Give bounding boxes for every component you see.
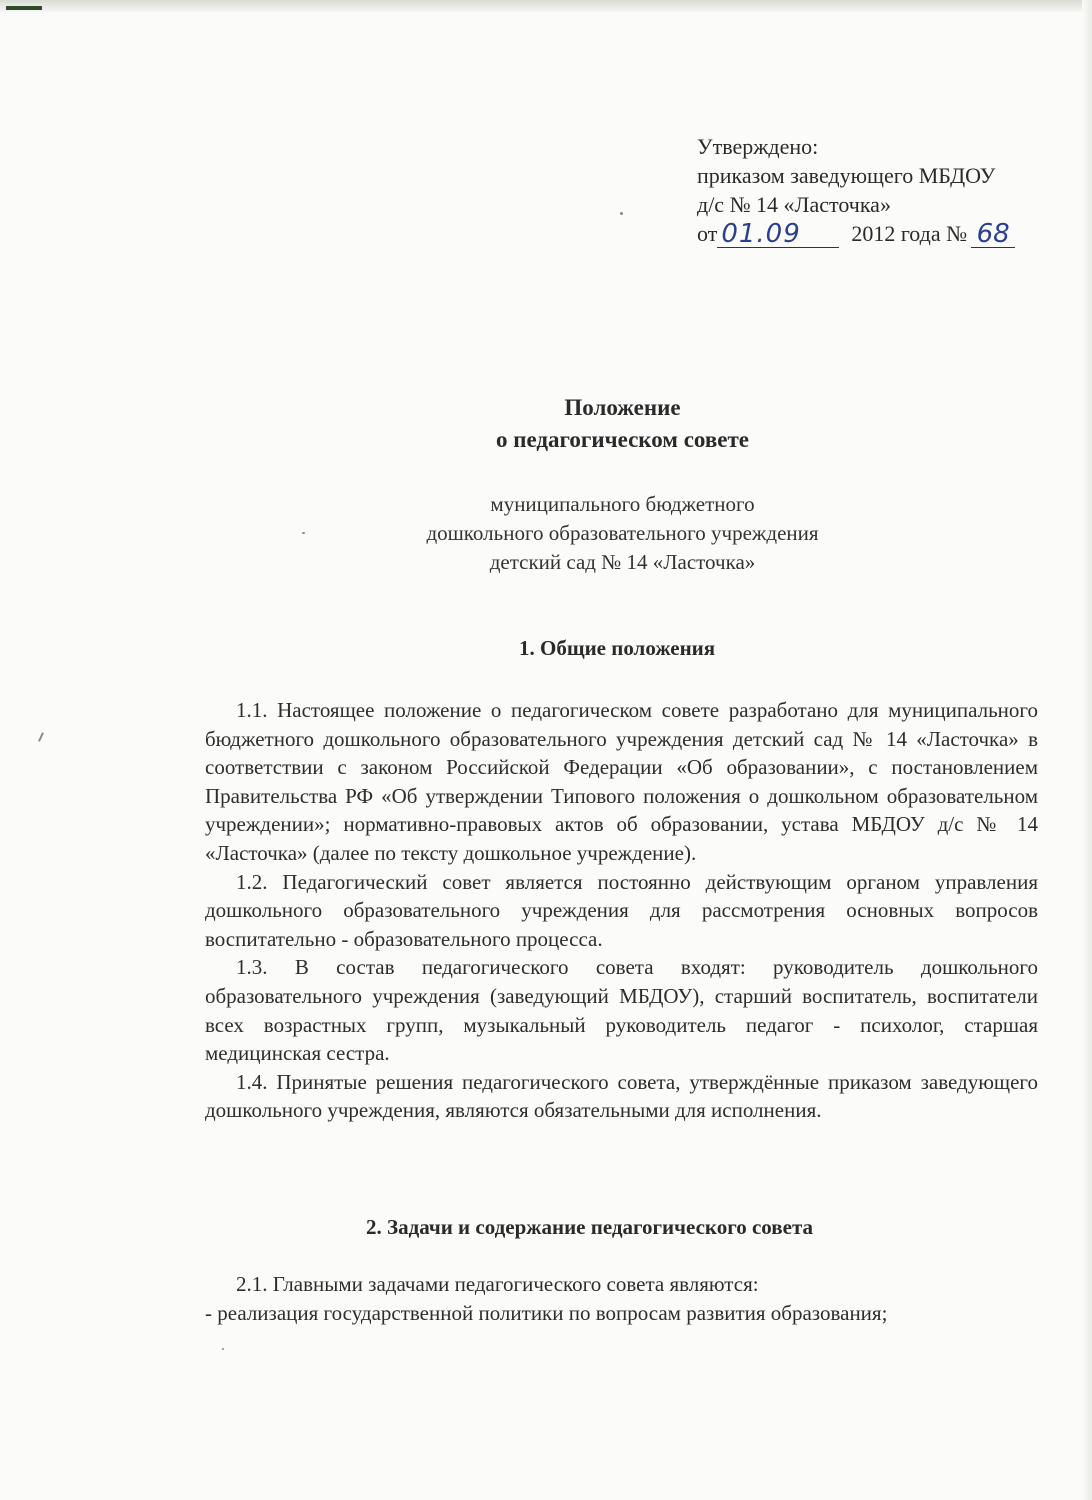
approval-order-line: приказом заведующего МБДОУ [697, 163, 996, 188]
paragraph: 1.1. Настоящее положение о педагогическом совете разработано для муниципального бюджетного дошкольного образовательного учреждения детский сад № 14 «Ласточка» в соответствии с законом Российской Федерации «Об образовании», с постановлением Правительства РФ «Об утверждении Типового положения о дошкольном образовательном учреждении»; нормативно-правовых актов об образовании, устава МБДОУ д/с № 14 «Ласточка» (далее по тексту дошкольное учреждение). [205, 698, 1038, 865]
section-body [205, 696, 1038, 1125]
approval-date-line [697, 219, 1015, 248]
institution-line-3: детский сад № 14 «Ласточка» [489, 550, 756, 574]
date-prefix: от [697, 221, 718, 246]
paragraph: 1.2. Педагогический совет является постоянно действующим органом управления дошкольного образовательного учреждения для рассмотрения основных вопросов воспитательно - образовательного процесса. [205, 869, 1038, 951]
section-heading: 1. Общие положения [519, 636, 716, 660]
scan-speck [222, 1348, 224, 1350]
document-subject: о педагогическом совете [496, 427, 749, 452]
scan-edge-right [1082, 0, 1092, 1500]
scan-speck [38, 732, 44, 742]
institution-line-2: дошкольного образовательного учреждения [426, 521, 819, 545]
approval-block [697, 132, 1015, 248]
approval-heading: Утверждено: [697, 134, 819, 159]
approval-institution-line: д/с № 14 «Ласточка» [697, 192, 891, 217]
institution-name [200, 490, 1045, 577]
paragraph: 2.1. Главными задачами педагогического совета являются: [236, 1272, 759, 1296]
section-heading: 2. Задачи и содержание педагогического совета [366, 1215, 814, 1239]
paragraph: 1.3. В состав педагогического совета входят: руководитель дошкольного образовательного учреждения (заведующий МБДОУ), старший воспитатель, воспитатели всех возрастных групп, музыкальный руководитель педагог - психолог, старшая медицинская сестра. [205, 955, 1038, 1066]
handwritten-order-number: 68 [971, 221, 1015, 248]
document-title: Положение [564, 395, 681, 420]
scan-edge-top [0, 0, 1092, 12]
list-item: - реализация государственной политики по вопросам развития образования; [205, 1300, 888, 1325]
year-text: 2012 года № [851, 221, 968, 246]
institution-line-1: муниципального бюджетного [490, 492, 755, 516]
scan-corner-mark [6, 6, 42, 10]
section-body [205, 1270, 1038, 1327]
paragraph: 1.4. Принятые решения педагогического совета, утверждённые приказом заведующего дошкольного учреждения, являются обязательными для исполнения. [205, 1069, 1038, 1123]
handwritten-date: 01.09 [717, 221, 839, 248]
scan-speck [620, 212, 623, 215]
